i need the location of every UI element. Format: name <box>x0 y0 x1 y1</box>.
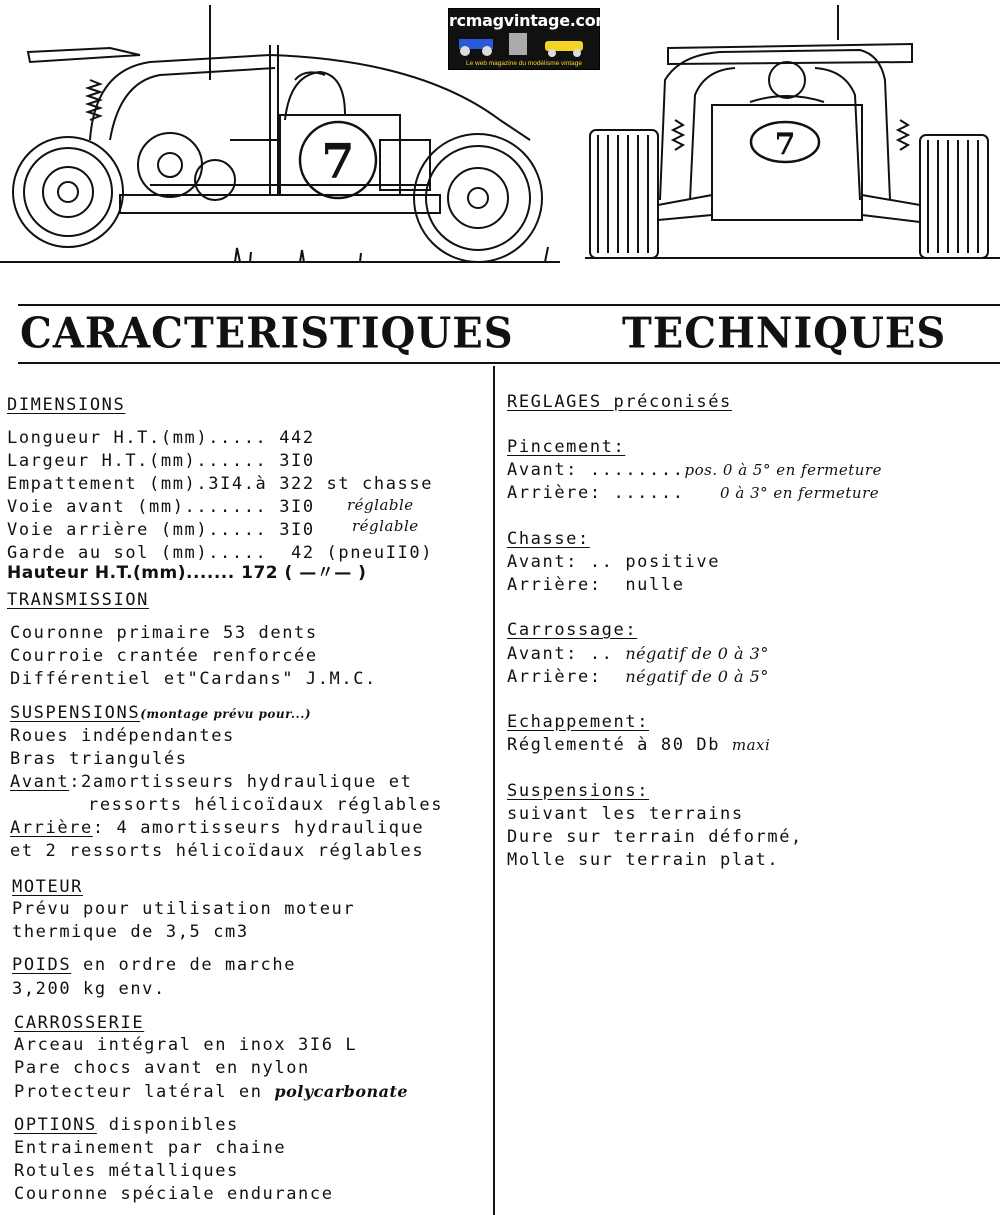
carrossage-avant-hand: négatif de 0 à 3° <box>625 644 769 663</box>
carr-line-protecteur <box>14 1080 408 1104</box>
pincement-avant-hand: pos. 0 à 5° en fermeture <box>684 461 882 479</box>
susp-arriere-label: Arrière <box>10 818 93 838</box>
logo-site-name: rcmagvintage.com <box>449 11 612 30</box>
options-line-rotules: Rotules métalliques <box>14 1161 239 1181</box>
dim-line-longueur: Longueur H.T.(mm)..... 442 <box>7 428 315 448</box>
susp-line-bras: Bras triangulés <box>10 749 188 769</box>
dim-line-voie-avant: Voie avant (mm)....... 3I0 <box>7 497 315 517</box>
poids-heading: POIDS <box>12 955 72 975</box>
suspensions-reglage-heading-text: Suspensions <box>507 781 638 801</box>
susp-avant-text2: ressorts hélicoïdaux réglables <box>88 795 444 815</box>
suspensions-heading: SUSPENSIONS <box>10 703 141 723</box>
carrossage-arriere-hand: négatif de 0 à 5° <box>625 667 769 686</box>
carrossage-heading: Carrossage: <box>507 620 638 640</box>
title-left: CARACTERISTIQUES <box>20 308 514 359</box>
carr-protecteur-text: Protecteur latéral en <box>14 1082 263 1102</box>
suspensions-note: (montage prévu pour...) <box>140 707 312 721</box>
poids-heading-line <box>12 954 296 977</box>
dim-annot-voie-avant: réglable <box>347 496 414 514</box>
options-heading-line <box>14 1114 239 1137</box>
dim-line-garde: Garde au sol (mm)..... 42 (pneuII0) <box>7 543 434 563</box>
susp-arriere-text: : 4 amortisseurs hydraulique <box>92 818 425 838</box>
dim-line-empattement: Empattement (mm).3I4.à 322 st chasse <box>7 474 434 494</box>
echappement-text: Réglementé à 80 Db <box>507 735 721 755</box>
dimensions-heading: DIMENSIONS <box>7 395 126 415</box>
dim-line-largeur: Largeur H.T.(mm)...... 3I0 <box>7 451 315 471</box>
site-logo[interactable] <box>448 8 612 70</box>
chasse-line-avant: Avant: .. positive <box>507 552 721 572</box>
echappement-hand: maxi <box>731 736 771 754</box>
susp-arriere-text2: et 2 ressorts hélicoïdaux réglables <box>10 841 425 861</box>
carr-annot-polycarbonate: polycarbonate <box>274 1082 409 1101</box>
susp-reglage-line-3: Molle sur terrain plat. <box>507 850 780 870</box>
logo-cars-icon <box>457 31 591 57</box>
trans-line-courroie: Courroie crantée renforcée <box>10 646 318 666</box>
pincement-arriere-hand: 0 à 3° en fermeture <box>720 484 880 502</box>
susp-reglage-line-2: Dure sur terrain déformé, <box>507 827 803 847</box>
poids-heading-rest: en ordre de marche <box>71 955 297 975</box>
echappement-heading: Echappement: <box>507 712 650 732</box>
suspensions-reglage-heading: Suspensions: <box>507 781 650 801</box>
susp-avant-text: :2amortisseurs hydraulique et <box>69 772 413 792</box>
carrossage-arriere-line <box>507 665 769 689</box>
carr-line-pare-chocs: Pare chocs avant en nylon <box>14 1058 310 1078</box>
options-heading-rest: disponibles <box>96 1115 239 1135</box>
side-car-number: 7 <box>321 134 355 190</box>
trans-line-couronne: Couronne primaire 53 dents <box>10 623 318 643</box>
chasse-heading-text: Chasse <box>507 529 579 549</box>
column-divider <box>493 366 495 1215</box>
dim-line-hauteur: Hauteur H.T.(mm)....... 172 ( —〃— ) <box>7 563 367 583</box>
reglages-heading: REGLAGES préconisés <box>507 392 732 412</box>
dim-line-voie-arriere: Voie arrière (mm)..... 3I0 <box>7 520 315 540</box>
chasse-heading: Chasse: <box>507 529 590 549</box>
moteur-line-2: thermique de 3,5 cm3 <box>12 922 249 942</box>
echappement-heading-text: Echappement <box>507 712 638 732</box>
carrossage-avant-label: Avant: .. <box>507 644 614 664</box>
carrossage-avant-line <box>507 642 769 666</box>
title-right: TECHNIQUES <box>622 308 947 359</box>
susp-arriere-line <box>10 817 424 840</box>
poids-line-1: 3,200 kg env. <box>12 979 166 999</box>
pincement-avant-label: Avant: ........ <box>507 460 685 480</box>
echappement-line <box>507 734 770 757</box>
suspensions-heading-line <box>10 702 311 726</box>
options-heading: OPTIONS <box>14 1115 97 1135</box>
carrosserie-heading: CARROSSERIE <box>14 1013 145 1033</box>
dim-annot-voie-arriere: réglable <box>352 517 419 535</box>
front-car-number: 7 <box>774 127 796 162</box>
pincement-heading: Pincement: <box>507 437 626 457</box>
carr-line-arceau: Arceau intégral en inox 3I6 L <box>14 1035 358 1055</box>
susp-avant-line <box>10 771 412 794</box>
options-line-couronne: Couronne spéciale endurance <box>14 1184 334 1204</box>
moteur-heading: MOTEUR <box>12 877 84 897</box>
moteur-line-1: Prévu pour utilisation moteur <box>12 899 356 919</box>
title-band <box>0 304 1000 366</box>
carrossage-arriere-label: Arrière: <box>507 667 602 687</box>
title-rule-top <box>18 304 1000 306</box>
susp-reglage-line-1: suivant les terrains <box>507 804 744 824</box>
carrossage-heading-text: Carrossage <box>507 620 626 640</box>
title-rule-bottom <box>18 362 1000 364</box>
options-line-chaine: Entrainement par chaine <box>14 1138 287 1158</box>
pincement-arriere-label: Arrière: ...... <box>507 483 685 503</box>
trans-line-differentiel: Différentiel et"Cardans" J.M.C. <box>10 669 377 689</box>
pincement-avant-line <box>507 459 882 482</box>
susp-avant-label: Avant <box>10 772 70 792</box>
pincement-heading-text: Pincement <box>507 437 614 457</box>
transmission-heading: TRANSMISSION <box>7 590 150 610</box>
susp-line-roues: Roues indépendantes <box>10 726 235 746</box>
chasse-line-arriere: Arrière: nulle <box>507 575 685 595</box>
logo-tagline: Le web magazine du modélisme vintage <box>466 60 582 67</box>
pincement-arriere-line <box>507 482 879 505</box>
